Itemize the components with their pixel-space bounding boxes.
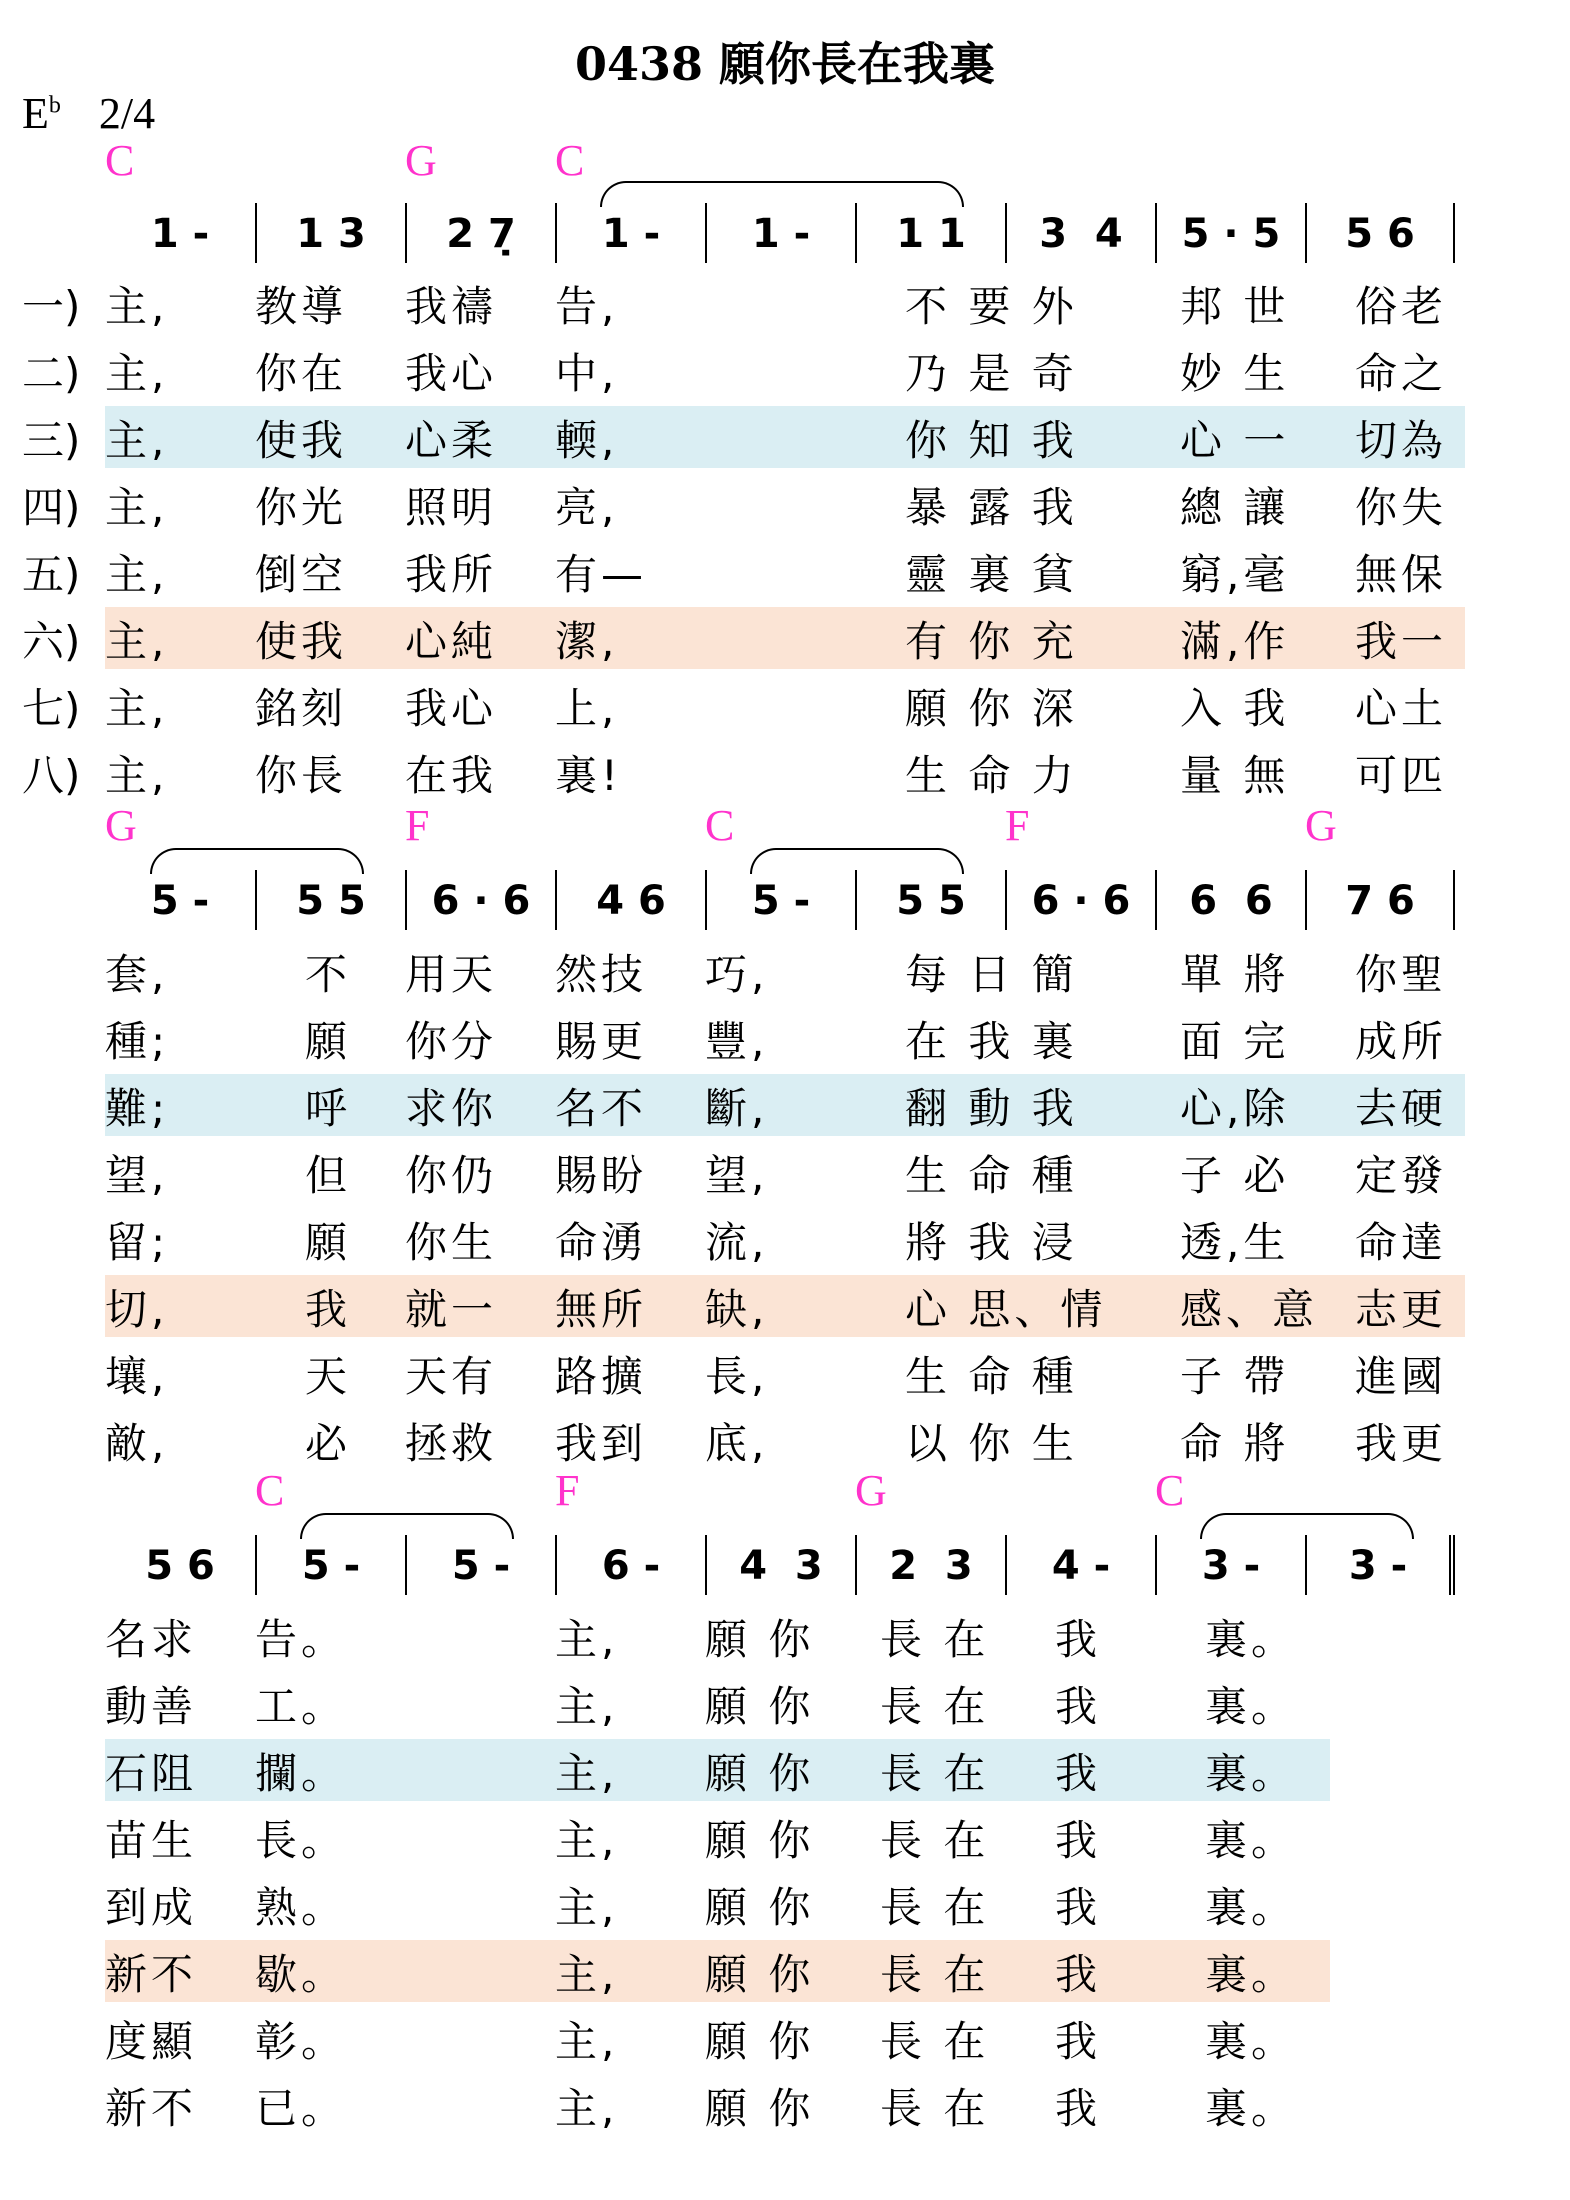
lyric-syllables: 到成 — [105, 1883, 198, 1932]
lyric-syllables: 主, — [555, 1950, 619, 1999]
lyric-syllables: 長 在 — [880, 2084, 990, 2133]
lyric-syllables: 我 — [1055, 1816, 1102, 1865]
lyric-syllables: 願 你 — [705, 2017, 815, 2066]
lyric-syllables: 苗生 — [105, 1816, 198, 1865]
jianpu-notes: 5 - — [150, 878, 210, 924]
lyric-syllables: 主, — [555, 1816, 619, 1865]
lyric-line-verse-1 — [22, 272, 1465, 334]
lyric-syllables: 願 你 — [705, 1615, 815, 1664]
lyric-syllables: 新不 — [105, 1950, 198, 1999]
key-signature — [22, 88, 155, 139]
staff-row — [105, 870, 1510, 930]
lyric-line-verse-3 — [22, 406, 1465, 468]
jianpu-notes: 2 3 — [889, 1543, 973, 1589]
measure — [1155, 203, 1305, 263]
lyric-syllables: 主, — [105, 416, 169, 465]
lyric-syllables: 流, — [705, 1218, 769, 1267]
lyric-syllables: 望, — [105, 1151, 169, 1200]
jianpu-notes: 7 6 — [1345, 878, 1415, 924]
measure — [555, 1535, 705, 1595]
lyric-line-verse-8 — [22, 741, 1465, 803]
lyric-syllables: 賜盼 — [555, 1151, 648, 1200]
lyric-syllables: 我更 — [1355, 1419, 1448, 1468]
chord-symbol: C — [555, 136, 585, 185]
lyric-syllables: 彰。 — [255, 2017, 348, 2066]
chord-symbol: F — [1005, 801, 1030, 850]
lyric-syllables: 妙 生 — [1180, 349, 1290, 398]
lyric-syllables: 你失 — [1355, 483, 1448, 532]
lyric-syllables: 求你 — [405, 1084, 498, 1133]
lyric-syllables: 長 在 — [880, 1950, 990, 1999]
lyric-syllables: 我禱 — [405, 282, 498, 331]
lyric-syllables: 主, — [555, 1615, 619, 1664]
lyric-syllables: 度顯 — [105, 2017, 198, 2066]
lyric-syllables: 銘刻 — [255, 684, 348, 733]
lyric-syllables: 乃 是 奇 — [905, 349, 1078, 398]
lyric-syllables: 我 — [1055, 1883, 1102, 1932]
lyric-syllables: 裏。 — [1205, 1615, 1298, 1664]
measure — [1005, 203, 1155, 263]
lyric-syllables: 定發 — [1355, 1151, 1448, 1200]
jianpu-notes: 5 6 — [1345, 211, 1415, 257]
jianpu-notes: 5 5 — [296, 878, 366, 924]
verse-number: 四) — [22, 483, 81, 532]
lyric-syllables: 我 — [1055, 1615, 1102, 1664]
lyric-syllables: 我心 — [405, 349, 498, 398]
lyric-syllables: 面 完 — [1180, 1017, 1290, 1066]
lyric-line-verse-6 — [105, 1940, 1330, 2002]
lyric-syllables: 已。 — [255, 2084, 348, 2133]
lyric-line-verse-1 — [105, 1605, 1330, 1667]
jianpu-notes: 4 3 — [739, 1543, 823, 1589]
key-letter: E — [22, 89, 49, 138]
lyric-syllables: 長 在 — [880, 1682, 990, 1731]
measure — [855, 203, 1005, 263]
lyric-syllables: 心柔 — [405, 416, 498, 465]
lyric-syllables: 我到 — [555, 1419, 648, 1468]
lyric-syllables: 主, — [555, 1883, 619, 1932]
lyric-syllables: 熟。 — [255, 1883, 348, 1932]
lyric-line-verse-8 — [105, 2074, 1330, 2136]
lyric-line-verse-2 — [22, 339, 1465, 401]
lyric-syllables: 巧, — [705, 950, 769, 999]
lyric-syllables: 呼 — [305, 1084, 352, 1133]
lyric-syllables: 你聖 — [1355, 950, 1448, 999]
verse-number: 一) — [22, 282, 81, 331]
verse-number: 五) — [22, 550, 81, 599]
lyric-syllables: 願 你 — [705, 2084, 815, 2133]
lyric-syllables: 窮,毫 — [1180, 550, 1290, 599]
lyric-syllables: 輭, — [555, 416, 619, 465]
lyric-syllables: 裏。 — [1205, 1682, 1298, 1731]
chord-symbol: G — [105, 801, 137, 850]
lyric-syllables: 生 命 種 — [905, 1151, 1078, 1200]
lyric-syllables: 可匹 — [1355, 751, 1448, 800]
lyric-syllables: 我 — [305, 1285, 352, 1334]
lyric-line-verse-4 — [22, 473, 1465, 535]
lyric-syllables: 拯救 — [405, 1419, 498, 1468]
lyric-syllables: 裏。 — [1205, 1883, 1298, 1932]
lyric-syllables: 暴 露 我 — [905, 483, 1078, 532]
lyric-syllables: 豐, — [705, 1017, 769, 1066]
lyric-syllables: 以 你 生 — [905, 1419, 1078, 1468]
jianpu-notes: 4 - — [1051, 1543, 1111, 1589]
lyric-syllables: 滿,作 — [1180, 617, 1290, 666]
lyric-syllables: 命達 — [1355, 1218, 1448, 1267]
lyric-syllables: 主, — [105, 617, 169, 666]
chord-symbol: C — [105, 136, 135, 185]
lyric-syllables: 裏。 — [1205, 1749, 1298, 1798]
lyric-syllables: 長 在 — [880, 2017, 990, 2066]
lyric-syllables: 名求 — [105, 1615, 198, 1664]
lyric-syllables: 透,生 — [1180, 1218, 1290, 1267]
jianpu-notes: 6 - — [601, 1543, 661, 1589]
hymn-title: 0438 願你長在我裏 — [574, 37, 996, 91]
lyric-syllables: 量 無 — [1180, 751, 1290, 800]
lyric-syllables: 你仍 — [405, 1151, 498, 1200]
lyric-syllables: 你 知 我 — [905, 416, 1078, 465]
verse-number: 六) — [22, 617, 81, 666]
lyric-syllables: 我所 — [405, 550, 498, 599]
lyric-syllables: 照明 — [405, 483, 498, 532]
lyric-syllables: 必 — [305, 1419, 352, 1468]
lyric-syllables: 入 我 — [1180, 684, 1290, 733]
tie-slur — [750, 848, 964, 874]
lyric-syllables: 心 思、情 — [905, 1285, 1107, 1334]
lyric-syllables: 長, — [705, 1352, 769, 1401]
lyric-syllables: 靈 裏 貧 — [905, 550, 1078, 599]
lyric-syllables: 俗老 — [1355, 282, 1448, 331]
jianpu-notes: 3 - — [1201, 1543, 1261, 1589]
lyric-syllables: 敵, — [105, 1419, 169, 1468]
lyric-syllables: 裏。 — [1205, 1950, 1298, 1999]
lyric-line-verse-3 — [105, 1739, 1330, 1801]
lyric-syllables: 石阻 — [105, 1749, 198, 1798]
jianpu-notes: 6 · 6 — [431, 878, 531, 924]
lyric-syllables: 歇。 — [255, 1950, 348, 1999]
lyric-syllables: 翻 動 我 — [905, 1084, 1078, 1133]
measure — [405, 870, 555, 930]
measure — [705, 203, 855, 263]
lyric-syllables: 天有 — [405, 1352, 498, 1401]
lyric-syllables: 壤, — [105, 1352, 169, 1401]
measure — [1155, 1535, 1305, 1595]
lyric-syllables: 就一 — [405, 1285, 498, 1334]
lyric-line-verse-5 — [105, 1208, 1465, 1270]
lyric-syllables: 在我 — [405, 751, 498, 800]
measure — [1305, 203, 1455, 263]
chord-symbol: C — [1155, 1466, 1185, 1515]
lyric-syllables: 生 命 種 — [905, 1352, 1078, 1401]
lyric-syllables: 進國 — [1355, 1352, 1448, 1401]
lyric-syllables: 有— — [555, 550, 648, 599]
lyric-syllables: 長。 — [255, 1816, 348, 1865]
lyric-syllables: 心,除 — [1180, 1084, 1290, 1133]
lyric-syllables: 主, — [555, 2017, 619, 2066]
jianpu-notes: 1 - — [150, 211, 210, 257]
lyric-syllables: 不 — [305, 950, 352, 999]
lyric-syllables: 我 — [1055, 1749, 1102, 1798]
lyric-syllables: 新不 — [105, 2084, 198, 2133]
chord-symbol: F — [405, 801, 430, 850]
verse-number: 三) — [22, 416, 81, 465]
jianpu-notes: 5 - — [451, 1543, 511, 1589]
lyric-syllables: 用天 — [405, 950, 498, 999]
lyric-syllables: 主, — [105, 349, 169, 398]
lyric-syllables: 長 在 — [880, 1749, 990, 1798]
measure — [555, 203, 705, 263]
lyric-line-verse-7 — [105, 2007, 1330, 2069]
lyric-line-verse-7 — [22, 674, 1465, 736]
lyric-syllables: 我一 — [1355, 617, 1448, 666]
lyric-syllables: 路擴 — [555, 1352, 648, 1401]
lyric-syllables: 心土 — [1355, 684, 1448, 733]
chord-symbol: G — [855, 1466, 887, 1515]
lyric-syllables: 望, — [705, 1151, 769, 1200]
jianpu-notes: 6 6 — [1189, 878, 1273, 924]
time-signature: 2/4 — [98, 89, 156, 138]
lyric-line-verse-1 — [105, 940, 1465, 1002]
measure — [405, 1535, 555, 1595]
lyric-syllables: 告, — [555, 282, 619, 331]
lyric-syllables: 賜更 — [555, 1017, 648, 1066]
lyric-syllables: 教導 — [255, 282, 348, 331]
jianpu-notes: 5 - — [301, 1543, 361, 1589]
jianpu-notes: 4 6 — [596, 878, 666, 924]
measure — [1005, 870, 1155, 930]
staff-row — [105, 1535, 1510, 1595]
lyric-syllables: 主, — [105, 282, 169, 331]
lyric-syllables: 我 — [1055, 1950, 1102, 1999]
measure — [1155, 870, 1305, 930]
jianpu-notes: 1 - — [601, 211, 661, 257]
lyric-syllables: 成所 — [1355, 1017, 1448, 1066]
measure — [1305, 1535, 1455, 1595]
lyric-syllables: 生 命 力 — [905, 751, 1078, 800]
lyric-syllables: 套, — [105, 950, 169, 999]
tie-slur — [1200, 1513, 1414, 1539]
lyric-syllables: 長 在 — [880, 1816, 990, 1865]
tie-slur — [150, 848, 364, 874]
measure — [255, 870, 405, 930]
lyric-syllables: 願 你 深 — [905, 684, 1078, 733]
lyric-syllables: 願 — [305, 1017, 352, 1066]
lyric-syllables: 單 將 — [1180, 950, 1290, 999]
jianpu-notes: 3 4 — [1039, 211, 1123, 257]
jianpu-notes: 5 - — [751, 878, 811, 924]
lyric-syllables: 無所 — [555, 1285, 648, 1334]
chord-symbol: G — [405, 136, 437, 185]
lyric-syllables: 底, — [705, 1419, 769, 1468]
lyric-syllables: 使我 — [255, 416, 348, 465]
lyric-syllables: 亮, — [555, 483, 619, 532]
lyric-syllables: 主, — [555, 1682, 619, 1731]
lyric-syllables: 動善 — [105, 1682, 198, 1731]
jianpu-notes: 1 1 — [896, 211, 966, 257]
measure — [105, 203, 255, 263]
lyric-syllables: 願 你 — [705, 1950, 815, 1999]
verse-number: 七) — [22, 684, 81, 733]
chord-symbol: C — [255, 1466, 285, 1515]
lyric-syllables: 斷, — [705, 1084, 769, 1133]
measure — [1005, 1535, 1155, 1595]
lyric-syllables: 命湧 — [555, 1218, 648, 1267]
lyric-syllables: 每 日 簡 — [905, 950, 1078, 999]
lyric-syllables: 我 — [1055, 2084, 1102, 2133]
lyric-syllables: 子 帶 — [1180, 1352, 1290, 1401]
lyric-line-verse-7 — [105, 1342, 1465, 1404]
measure — [105, 870, 255, 930]
lyric-syllables: 你分 — [405, 1017, 498, 1066]
lyric-syllables: 將 我 浸 — [905, 1218, 1078, 1267]
lyric-syllables: 有 你 充 — [905, 617, 1078, 666]
lyric-syllables: 不 要 外 — [905, 282, 1078, 331]
lyric-syllables: 中, — [555, 349, 619, 398]
lyric-syllables: 子 必 — [1180, 1151, 1290, 1200]
jianpu-notes: 6 · 6 — [1031, 878, 1131, 924]
lyric-syllables: 主, — [105, 483, 169, 532]
tie-slur — [600, 181, 964, 207]
lyric-syllables: 我心 — [405, 684, 498, 733]
lyric-syllables: 潔, — [555, 617, 619, 666]
lyric-syllables: 心 一 — [1180, 416, 1290, 465]
lyric-syllables: 留; — [105, 1218, 170, 1267]
lyric-syllables: 使我 — [255, 617, 348, 666]
lyric-syllables: 志更 — [1355, 1285, 1448, 1334]
lyric-syllables: 名不 — [555, 1084, 648, 1133]
lyric-syllables: 願 你 — [705, 1682, 815, 1731]
jianpu-notes: 5 · 5 — [1181, 211, 1281, 257]
lyric-syllables: 裏! — [555, 751, 622, 800]
measure — [255, 203, 405, 263]
lyric-syllables: 裏。 — [1205, 2084, 1298, 2133]
verse-number: 二) — [22, 349, 81, 398]
lyric-syllables: 裏。 — [1205, 1816, 1298, 1865]
lyric-syllables: 倒空 — [255, 550, 348, 599]
lyric-syllables: 心純 — [405, 617, 498, 666]
lyric-line-verse-2 — [105, 1672, 1330, 1734]
lyric-syllables: 我 — [1055, 1682, 1102, 1731]
tie-slur — [300, 1513, 514, 1539]
lyric-line-verse-4 — [105, 1806, 1330, 1868]
measure — [555, 870, 705, 930]
measure — [705, 870, 855, 930]
lyric-syllables: 去硬 — [1355, 1084, 1448, 1133]
lyric-syllables: 命 將 — [1180, 1419, 1290, 1468]
lyric-syllables: 主, — [105, 550, 169, 599]
lyric-syllables: 天 — [305, 1352, 352, 1401]
lyric-syllables: 主, — [105, 684, 169, 733]
lyric-syllables: 裏。 — [1205, 2017, 1298, 2066]
lyric-syllables: 你長 — [255, 751, 348, 800]
chord-symbol: C — [705, 801, 735, 850]
lyric-syllables: 命之 — [1355, 349, 1448, 398]
measure — [705, 1535, 855, 1595]
measure — [255, 1535, 405, 1595]
chord-symbol: F — [555, 1466, 580, 1515]
key-flat: b — [48, 92, 61, 119]
lyric-line-verse-8 — [105, 1409, 1465, 1471]
lyric-syllables: 缺, — [705, 1285, 769, 1334]
lyric-syllables: 主, — [105, 751, 169, 800]
jianpu-notes: 5 5 — [896, 878, 966, 924]
lyric-syllables: 在 我 裏 — [905, 1017, 1078, 1066]
lyric-syllables: 種; — [105, 1017, 170, 1066]
lyric-syllables: 工。 — [255, 1682, 348, 1731]
lyric-syllables: 切, — [105, 1285, 169, 1334]
lyric-syllables: 切為 — [1355, 416, 1448, 465]
lyric-syllables: 主, — [555, 1749, 619, 1798]
lyric-syllables: 主, — [555, 2084, 619, 2133]
lyric-line-verse-2 — [105, 1007, 1465, 1069]
lyric-line-verse-5 — [22, 540, 1465, 602]
lyric-syllables: 你生 — [405, 1218, 498, 1267]
verse-number: 八) — [22, 751, 81, 800]
measure — [855, 1535, 1005, 1595]
lyric-syllables: 難; — [105, 1084, 170, 1133]
lyric-syllables: 邦 世 — [1180, 282, 1290, 331]
lyric-syllables: 你光 — [255, 483, 348, 532]
measure — [1305, 870, 1455, 930]
lyric-syllables: 願 — [305, 1218, 352, 1267]
lyric-syllables: 願 你 — [705, 1816, 815, 1865]
lyric-syllables: 無保 — [1355, 550, 1448, 599]
measure — [105, 1535, 255, 1595]
lyric-line-verse-4 — [105, 1141, 1465, 1203]
jianpu-notes: 5 6 — [145, 1543, 215, 1589]
lyric-syllables: 告。 — [255, 1615, 348, 1664]
jianpu-notes: 2 7̣ — [446, 211, 516, 257]
lyric-syllables: 總 讓 — [1180, 483, 1290, 532]
lyric-syllables: 長 在 — [880, 1883, 990, 1932]
lyric-syllables: 你在 — [255, 349, 348, 398]
lyric-syllables: 攔。 — [255, 1749, 348, 1798]
measure — [855, 870, 1005, 930]
lyric-syllables: 願 你 — [705, 1883, 815, 1932]
lyric-line-verse-5 — [105, 1873, 1330, 1935]
lyric-syllables: 然技 — [555, 950, 648, 999]
lyric-syllables: 我 — [1055, 2017, 1102, 2066]
chord-symbol: G — [1305, 801, 1337, 850]
lyric-syllables: 長 在 — [880, 1615, 990, 1664]
jianpu-notes: 1 3 — [296, 211, 366, 257]
lyric-syllables: 但 — [305, 1151, 352, 1200]
staff-row — [105, 203, 1510, 263]
jianpu-notes: 3 - — [1348, 1543, 1408, 1589]
jianpu-notes: 1 - — [751, 211, 811, 257]
lyric-line-verse-3 — [105, 1074, 1465, 1136]
lyric-line-verse-6 — [22, 607, 1465, 669]
lyric-syllables: 感、意 — [1180, 1285, 1319, 1334]
lyric-syllables: 願 你 — [705, 1749, 815, 1798]
measure — [405, 203, 555, 263]
lyric-line-verse-6 — [105, 1275, 1465, 1337]
lyric-syllables: 上, — [555, 684, 619, 733]
